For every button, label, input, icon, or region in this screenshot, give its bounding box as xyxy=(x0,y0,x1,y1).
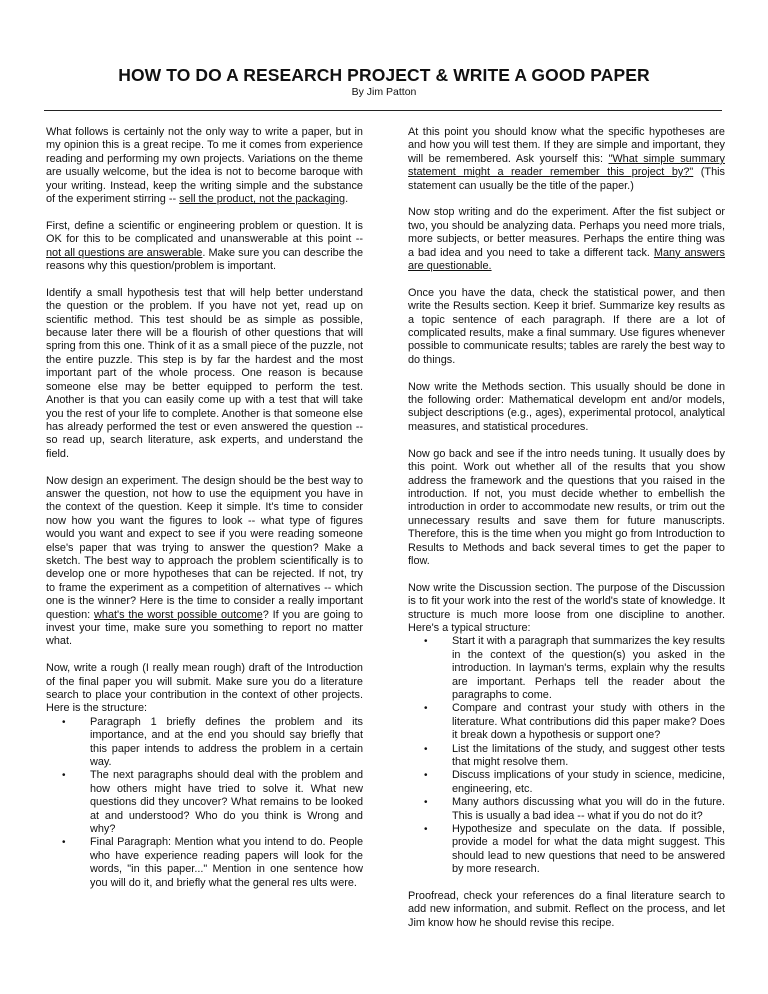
paragraph-results: Once you have the data, check the statistical power, and then write the Results section. Keep it brief. Summarize key results as a topic sentence of each paragraph. If there are a lot of complicated results, make a final summary. Use figures whenever possible to communicate results; tables are rarely the best way to do things. xyxy=(408,286,725,366)
bullet-glyph: • xyxy=(424,743,428,755)
paragraph-intro-tuning: Now go back and see if the intro needs tuning. It usually does by this point. Work out whether all of the results that you show address the framework and the questions that you raised in the introduction. If not, you must decide whether to embellish the introduction in order to accommodate new results, or trim out the unnecessary results and save them for future manuscripts. Therefore, this is the time when you might go from Introduction to Results to Methods and back several times to get the paper to flow. xyxy=(408,447,725,567)
introduction-structure-list xyxy=(46,716,363,890)
paragraph-do-experiment: Now stop writing and do the experiment. After the fist subject or two, you should be analyzing data. Perhaps you need more trials, more subjects, or better measures. Perhaps the entire thing was a bad idea and you need to take a different tack. Many answers are questionable. xyxy=(408,206,726,273)
left-column xyxy=(46,126,363,903)
underlined-phrase: sell the product, not the packaging xyxy=(179,193,346,206)
header-divider xyxy=(44,110,722,111)
discussion-structure-list xyxy=(408,635,725,876)
list-item: • Compare and contrast your study with others in the literature. What contributions did this paper make? Does it break down a hypothesis or support one? xyxy=(424,702,725,742)
list-item: • Final Paragraph: Mention what you intend to do. People who have experience reading papers will look for the words, "in this paper..." Mention in one sentence how you will do it, and briefly what the general res ults were. xyxy=(62,836,363,889)
bullet-glyph: • xyxy=(424,797,428,809)
paragraph-intro: What follows is certainly not the only way to write a paper, but in my opinion this is a great recipe. To me it comes from experience reading and performing my own projects. Variations on the theme are usually welcome, but the idea is not to become baroque with your writing. Instead, keep the writing simple and the substance of the experiment stirring -- sell the product, not the packaging. xyxy=(46,126,363,206)
paragraph-hypotheses: At this point you should know what the specific hypotheses are and how you will test them. If they are simple and important, they will be remembered. Ask yourself this: "What simple summary statement might a reader remember this project by?" (This statement can usually be the title of the paper.) xyxy=(408,126,725,192)
author-byline: By Jim Patton xyxy=(351,86,417,98)
list-item: • Many authors discussing what you will do in the future. This is usually a bad idea -- what if you do not do it? xyxy=(424,796,725,822)
list-item: • Paragraph 1 briefly defines the problem and its importance, and at the end you should say briefly that this paper intends to address the problem in a certain way. xyxy=(62,715,363,769)
bullet-glyph: • xyxy=(424,703,428,715)
underlined-phrase: what's the worst possible outcome xyxy=(94,608,263,621)
bullet-glyph: • xyxy=(62,770,66,782)
right-column xyxy=(408,126,725,944)
paragraph-define-problem: First, define a scientific or engineering problem or question. It is OK for this to be complicated and unanswerable at this point -- not all questions are answerable. Make sure you can describe the reasons why this question/problem is important. xyxy=(46,219,364,273)
bullet-glyph: • xyxy=(424,636,428,648)
list-item: • Discuss implications of your study in science, medicine, engineering, etc. xyxy=(424,769,725,795)
bullet-glyph: • xyxy=(62,716,66,728)
underlined-phrase: Many answers are questionable. xyxy=(408,246,726,273)
paragraph-design-experiment: Now design an experiment. The design should be the best way to answer the question, not how to use the equipment you have in the context of the question. Keep it simple. It's time to consider now how you want the figures to look -- what type of figures would you want and expect to see if you were reading someone else's paper that was trying to answer the question? Make a sketch. The best way to approach the problem scientifically is to develop one or more hypotheses that can be rejected. If not, try to frame the experiment as a competition of alternatives -- which one is the winner? Here is the time to consider a really important question: what's the worst possible outcome? If you are going to invest your time, make sure you something to report no matter what. xyxy=(46,474,363,648)
list-item: • List the limitations of the study, and suggest other tests that might resolve them. xyxy=(424,742,725,769)
bullet-glyph: • xyxy=(62,837,66,849)
paragraph-discussion: Now write the Discussion section. The purpose of the Discussion is to fit your work into the rest of the world's state of knowledge. It structure is much more loose from one discipline to another. Here's a typical structure: xyxy=(408,581,725,634)
list-item: • Start it with a paragraph that summarizes the key results in the context of the question(s) you asked in the introduction. In layman's terms, explain why the results are important. Perhaps tell the reader about the paragraphs to come. xyxy=(424,635,725,701)
bullet-glyph: • xyxy=(424,824,428,836)
list-item: • The next paragraphs should deal with the problem and how others might have tried to solve it. What new questions did they uncover? What remains to be looked at and understood? Who do you think is Wrong and why? xyxy=(62,769,363,836)
paragraph-rough-draft: Now, write a rough (I really mean rough) draft of the Introduction of the final paper you will submit. Make sure you do a literature search to place your contribution in the context of other projects. Here is the structure: xyxy=(46,662,363,715)
bullet-glyph: • xyxy=(424,770,428,782)
underlined-phrase: not all questions are answerable xyxy=(46,246,203,259)
list-item: • Hypothesize and speculate on the data. If possible, provide a model for what the data might suggest. This should lead to new questions that need to be answered by more research. xyxy=(424,823,725,876)
paragraph-proofread: Proofread, check your references do a final literature search to add new information, and submit. Reflect on the process, and let Jim know how he should revise this recipe. xyxy=(408,890,725,929)
underlined-phrase: "What simple summary statement might a reader remember this project by?" xyxy=(408,152,725,179)
paragraph-hypothesis-test: Identify a small hypothesis test that will help better understand the question or the problem. If you have not yet, read up on scientific method. This test should be as simple as possible, because later there will be a flourish of other questions that will spring from this one. Think of it as a small piece of the puzzle, not the entire puzzle. This step is by far the hardest and the most important part of the whole process. One reason is because someone else may be better equipped to perform the test. Another is that you can easily come up with a test that will take you the rest of your life to complete. Another is that someone else has already performed the test or even answered the question -- so read up, search literature, ask experts, and understand the field. xyxy=(46,286,363,460)
paragraph-methods: Now write the Methods section. This usually should be done in the following order: Mathematical developm ent and/or models, subject descriptions (e.g., ages), experimental protocol, analytical measures, and statistical procedures. xyxy=(408,380,725,433)
document-title: HOW TO DO A RESEARCH PROJECT & WRITE A GOOD PAPER xyxy=(118,65,650,85)
